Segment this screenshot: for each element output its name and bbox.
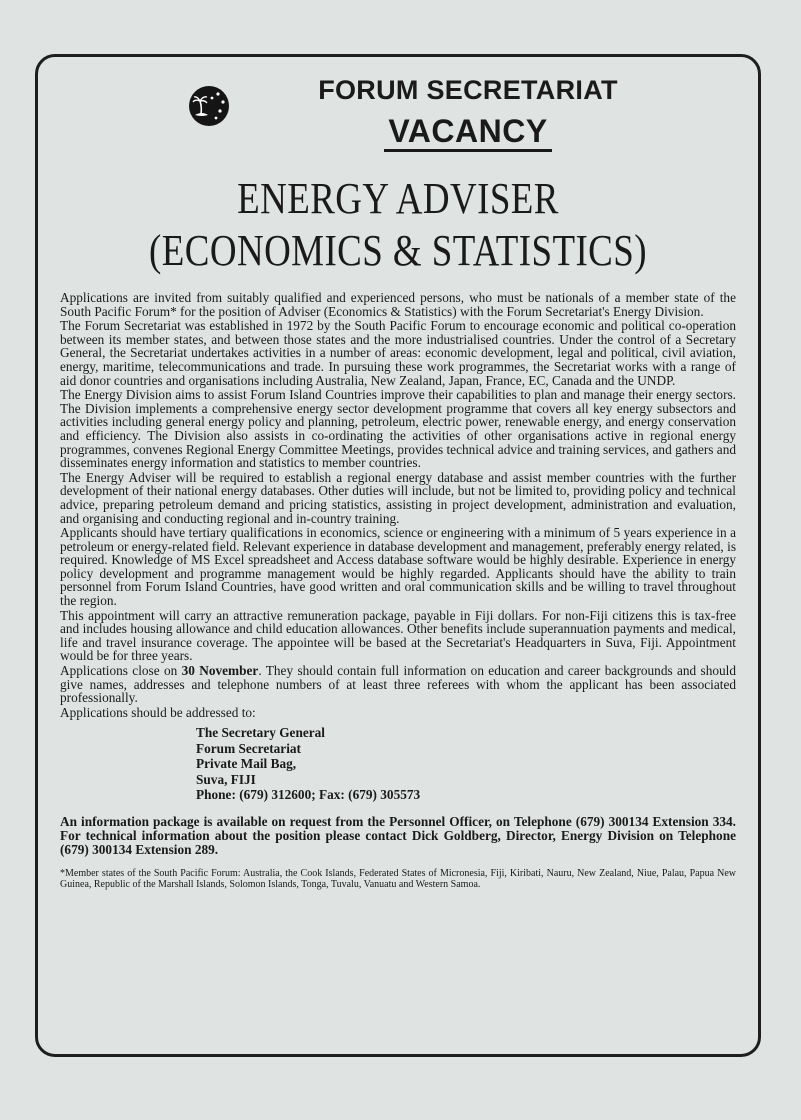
closing-prefix: Applications close on	[60, 663, 182, 679]
paragraph-duties: The Energy Adviser will be required to establish a regional energy database and assist member countries with the further development of their national energy databases. Other duties will include, but not be limited to, providing policy and technical advice, preparing petroleum demand and pricing statistics, assisting in project development, administration and evaluation, and organising and conducting regional and in-country training.	[60, 469, 736, 526]
paragraph-secretariat: The Forum Secretariat was established in 1972 by the South Pacific Forum to encourage economic and political co-operation between its member states, and between those states and the more industrialised countries. Under the control of a Secretary General, the Secretariat undertakes activities in a number of areas: economic development, legal and political, civil aviation, energy, maritime, telecommunications and trade. In pursuing these work programmes, the Secretariat works with a range of aid donor countries and organisations including Australia, New Zealand, Japan, France, EC, Canada and the UNDP.	[60, 318, 736, 388]
job-title-line-1: ENERGY ADVISER	[237, 174, 559, 223]
paragraph-energy-division: The Energy Division aims to assist Forum Island Countries improve their capabilities to plan and manage their energy sectors. The Division implements a comprehensive energy sector development programme that covers all key energy subsectors and activities including general energy policy and planning, petroleum, electric power, renewable energy, and energy conservation and efficiency. The Division also assists in co-ordinating the activities of other organisations active in regional energy programmes, convenes Regional Energy Committee Meetings, provides technical advice and training services, and gathers and disseminates energy information and statistics to member countries.	[60, 387, 736, 471]
advertisement-frame	[35, 54, 761, 1057]
paragraph-closing	[60, 664, 736, 705]
job-title-line-2: (ECONOMICS & STATISTICS)	[149, 226, 647, 275]
vacancy-label: VACANCY	[384, 113, 551, 152]
address-phone-fax: Phone: (679) 312600; Fax: (679) 305573	[196, 787, 421, 803]
paragraph-intro: Applications are invited from suitably qualified and experienced persons, who must be nationals of a member state of the South Pacific Forum* for the position of Adviser (Economics & Statistics) with the Forum Secretariat's Energy Division.	[60, 290, 736, 319]
address-line: Suva, FIJI	[196, 771, 256, 787]
forum-logo-icon	[188, 85, 230, 127]
organization-title: FORUM SECRETARIAT	[318, 75, 618, 105]
address-line: Private Mail Bag,	[196, 756, 297, 772]
job-title	[114, 173, 682, 277]
address-line: The Secretary General	[196, 725, 325, 741]
closing-date: 30 November	[181, 663, 259, 679]
postal-address	[196, 725, 736, 803]
member-states-footnote: *Member states of the South Pacific Forum: Australia, the Cook Islands, Federated States of Micronesia, Fiji, Kiribati, Nauru, New Zealand, Niue, Palau, Papua New Guinea, Republic of the Marshall Islands, Solomon Islands, Tonga, Tuvalu, Vanuatu and Western Samoa.	[60, 867, 736, 891]
paragraph-qualifications: Applicants should have tertiary qualifications in economics, science or engineering with a minimum of 5 years experience in a petroleum or energy-related field. Relevant experience in database development and management, preferably energy related, is required. Knowledge of MS Excel spreadsheet and Access database software would be highly desirable. Experience in energy policy development and programme management would be highly regarded. Applicants should have the ability to train personnel from Forum Island Countries, have good written and oral communication skills and be willing to travel throughout the region.	[60, 525, 736, 609]
address-intro: Applications should be addressed to:	[60, 704, 256, 720]
information-package-note: An information package is available on request from the Personnel Officer, on Telephone (679) 300134 Extension 334. For technical information about the position please contact Dick Goldberg, Director, Energy Division on Telephone (679) 300134 Extension 289.	[60, 813, 736, 857]
address-line: Forum Secretariat	[196, 740, 301, 756]
body-text	[60, 291, 736, 719]
header	[60, 65, 736, 169]
closing-suffix: . They should contain full information on education and career backgrounds and should give names, addresses and telephone numbers of at least three referees with whom the applicant has been associated professionally.	[60, 663, 736, 706]
paragraph-remuneration: This appointment will carry an attractive remuneration package, payable in Fiji dollars. For non-Fiji citizens this is tax-free and includes housing allowance and child education allowances. Other benefits include superannuation payments and medical, life and travel insurance coverage. The appointee will be based at the Secretariat's Headquarters in Suva, Fiji. Appointment would be for three years.	[60, 607, 736, 664]
vacancy-heading	[278, 113, 658, 150]
